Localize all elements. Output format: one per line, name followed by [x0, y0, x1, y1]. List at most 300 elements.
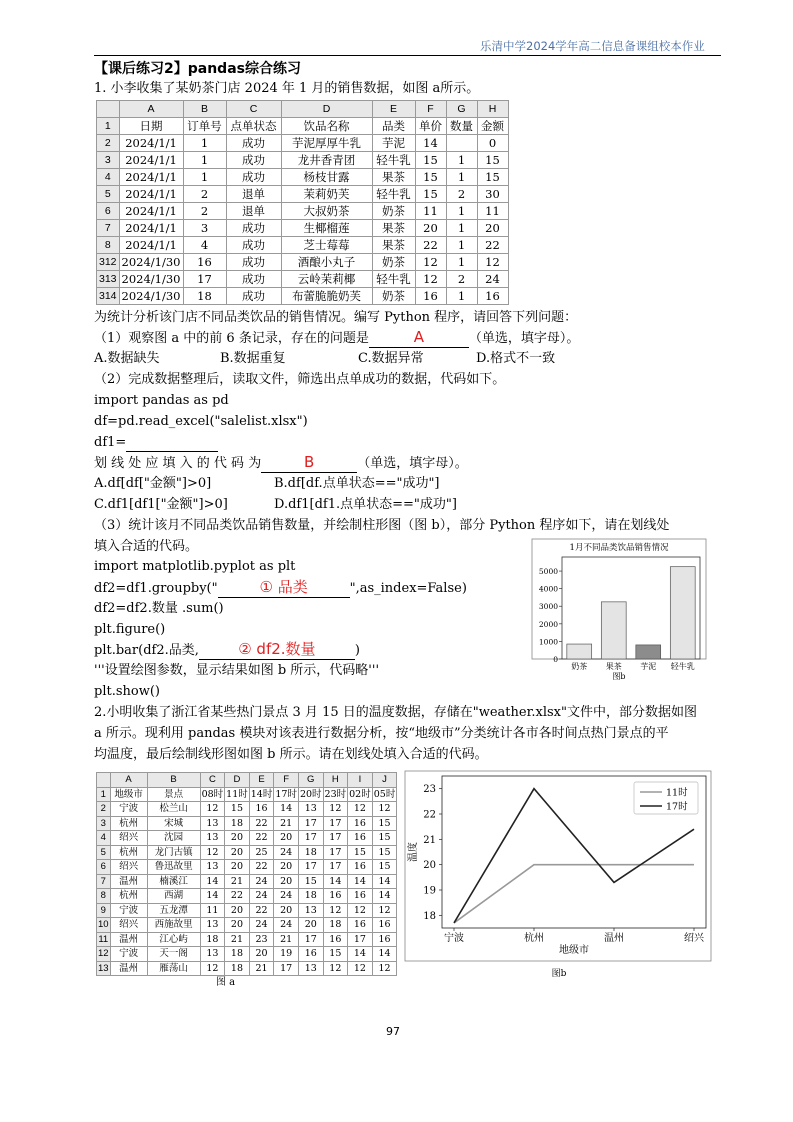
- table-cell: 2024/1/1: [119, 152, 183, 169]
- table-cell: 18: [200, 932, 225, 947]
- code2-blank1-text: ① 品类: [259, 578, 308, 596]
- table-cell: 18: [225, 816, 250, 831]
- table-cell: 20: [274, 903, 299, 918]
- table-cell: 1: [183, 152, 226, 169]
- table-cell: 15: [372, 845, 397, 860]
- q1-part1-suffix: （单选，填字母）。: [468, 331, 580, 346]
- row-number: 314: [97, 288, 120, 305]
- table-cell: 芋泥厚厚牛乳: [281, 135, 372, 152]
- column-letter: I: [348, 773, 373, 788]
- table-cell: 2024/1/1: [119, 169, 183, 186]
- table-cell: 15: [415, 152, 446, 169]
- table-cell: 布蕾脆脆奶芙: [281, 288, 372, 305]
- table-corner: [97, 101, 120, 118]
- table-cell: 20: [225, 845, 250, 860]
- x-tick-label: 绍兴: [684, 933, 704, 944]
- q1-opt-a: A.数据缺失: [94, 351, 160, 366]
- y-tick-label: 2000: [538, 619, 558, 629]
- y-tick-label: 4000: [538, 584, 558, 594]
- table-cell: 1: [446, 254, 477, 271]
- table-cell: 16: [323, 889, 348, 904]
- table-row: [97, 889, 397, 904]
- table-cell: 退单: [226, 203, 281, 220]
- table-cell: 2: [183, 203, 226, 220]
- q1-opt-b: B.数据重复: [220, 351, 286, 366]
- row-number: 5: [97, 186, 120, 203]
- x-tick-label: 芋泥: [640, 662, 657, 671]
- q1-sales-table: [96, 100, 509, 305]
- q1-p2-opt-c: C.df1[df1["金额"]>0]: [94, 497, 228, 512]
- table-cell: 20: [225, 903, 250, 918]
- table-cell: 16: [183, 254, 226, 271]
- column-letter: H: [477, 101, 508, 118]
- table-cell: 02时: [349, 788, 371, 800]
- table-cell: 2024/1/30: [119, 254, 183, 271]
- table-cell: 22: [225, 889, 250, 904]
- table-row: [97, 845, 397, 860]
- table-cell: 绍兴: [110, 918, 147, 933]
- q1-part3-text2: 填入合适的代码。: [94, 539, 199, 554]
- table-cell: 17: [348, 932, 373, 947]
- table-cell: 2024/1/1: [119, 237, 183, 254]
- row-number: 5: [97, 845, 111, 860]
- table-row: [97, 118, 509, 135]
- legend-label: 17时: [666, 801, 688, 813]
- table-cell: 14: [415, 135, 446, 152]
- table-cell: 16: [372, 932, 397, 947]
- table-cell: 12: [348, 903, 373, 918]
- table-cell: 30: [477, 186, 508, 203]
- table-cell: 15: [372, 831, 397, 846]
- table-cell: 14: [200, 874, 225, 889]
- table-cell: 11: [415, 203, 446, 220]
- table-row: [97, 860, 397, 875]
- table-cell: 龙井香青团: [281, 152, 372, 169]
- table-cell: 14时: [250, 788, 273, 800]
- table-cell: 1: [446, 220, 477, 237]
- y-tick-label: 3000: [538, 602, 558, 612]
- table-cell: 20: [274, 860, 299, 875]
- y-tick-label: 0: [553, 655, 558, 664]
- q2-text1: 2.小明收集了浙江省某些热门景点 3 月 15 日的温度数据，存储在"weather.xlsx"文件中，部分数据如图: [94, 705, 697, 720]
- table-cell: 2: [446, 271, 477, 288]
- table-row: [97, 169, 509, 186]
- table-cell: 17: [323, 831, 348, 846]
- table-row: [97, 203, 509, 220]
- row-number: 12: [98, 948, 109, 960]
- bar-chart-caption: 图b: [612, 672, 626, 681]
- table-cell: 2024/1/30: [119, 271, 183, 288]
- table-row: [97, 220, 509, 237]
- table-row: [97, 932, 397, 947]
- table-cell: 16: [348, 889, 373, 904]
- table-cell: 16: [348, 831, 373, 846]
- table-cell: 15: [323, 947, 348, 962]
- code1-line1: import pandas as pd: [94, 393, 229, 408]
- table-cell: 生椰榴莲: [281, 220, 372, 237]
- table-cell: 龙门古镇: [147, 845, 200, 860]
- code2-line2a: df2=df1.groupby(": [94, 581, 218, 596]
- table-row: [97, 787, 397, 802]
- y-tick-label: 21: [423, 834, 436, 846]
- code1-blank: [126, 435, 218, 452]
- table-row: [97, 152, 509, 169]
- table-cell: 云岭茉莉椰: [281, 271, 372, 288]
- q1-part2-prefix: 划 线 处 应 填 入 的 代 码 为: [94, 456, 262, 471]
- table-cell: 14: [323, 874, 348, 889]
- code2-blank2-text: ② df2.数量: [238, 640, 316, 658]
- table-cell: 1: [446, 237, 477, 254]
- table-cell: 单价: [415, 118, 446, 135]
- table-cell: 2024/1/1: [119, 186, 183, 203]
- table-cell: 2024/1/1: [119, 135, 183, 152]
- table-cell: 饮品名称: [281, 118, 372, 135]
- column-letter: A: [110, 773, 147, 788]
- row-number: 1: [97, 787, 111, 802]
- table-cell: 16: [415, 288, 446, 305]
- table-cell: 17: [298, 932, 323, 947]
- column-letter: D: [225, 773, 250, 788]
- table-cell: 退单: [226, 186, 281, 203]
- table-cell: 21: [225, 932, 250, 947]
- table-cell: 成功: [226, 288, 281, 305]
- table-cell: 20: [477, 220, 508, 237]
- table-cell: 14: [348, 874, 373, 889]
- table-cell: 23时: [324, 788, 347, 800]
- q1-part1: [94, 329, 579, 348]
- table-cell: 1: [183, 169, 226, 186]
- table-cell: 1: [446, 288, 477, 305]
- table-cell: 17: [274, 961, 299, 976]
- table-cell: 16: [348, 816, 373, 831]
- table-row: [97, 918, 397, 933]
- bar: [567, 644, 592, 659]
- code2-line6: '''设置绘图参数，显示结果如图 b 所示，代码略''': [94, 663, 380, 678]
- table-cell: 成功: [226, 237, 281, 254]
- table-cell: 15: [415, 186, 446, 203]
- column-letter: F: [415, 101, 446, 118]
- bar: [670, 567, 695, 659]
- table-cell: 15: [225, 802, 250, 817]
- row-number: 6: [97, 203, 120, 220]
- table-cell: 奶茶: [372, 254, 415, 271]
- table-cell: 12: [323, 961, 348, 976]
- table-cell: 2024/1/30: [119, 288, 183, 305]
- table-cell: 1: [446, 169, 477, 186]
- q1-p2-opt-a: A.df[df["金额"]>0]: [94, 476, 212, 491]
- table-cell: 点单状态: [226, 118, 281, 135]
- table-cell: 日期: [119, 118, 183, 135]
- table-cell: 22: [477, 237, 508, 254]
- table-cell: 21: [249, 961, 274, 976]
- table-cell: 松兰山: [147, 802, 200, 817]
- table-cell: 14: [274, 802, 299, 817]
- column-letter: A: [119, 101, 183, 118]
- row-number: 2: [97, 135, 120, 152]
- q1-opt-d: D.格式不一致: [476, 351, 556, 366]
- table-cell: 绍兴: [110, 860, 147, 875]
- table-cell: 西湖: [147, 889, 200, 904]
- code1-line3-text: df1=: [94, 435, 127, 450]
- table-cell: 13: [298, 961, 323, 976]
- table-row: [97, 288, 509, 305]
- table-cell: 16: [477, 288, 508, 305]
- table-cell: 18: [323, 918, 348, 933]
- table-cell: 杨枝甘露: [281, 169, 372, 186]
- table-cell: 成功: [226, 271, 281, 288]
- table-cell: 14: [372, 874, 397, 889]
- legend-label: 11时: [666, 787, 688, 799]
- table-cell: [446, 135, 477, 152]
- table-cell: 12: [372, 802, 397, 817]
- table-cell: 14: [200, 889, 225, 904]
- table-cell: 20: [225, 918, 250, 933]
- table-cell: 茉莉奶芙: [281, 186, 372, 203]
- table-cell: 12: [372, 961, 397, 976]
- table-cell: 15: [298, 874, 323, 889]
- table-cell: 芝士莓莓: [281, 237, 372, 254]
- table-cell: 2: [183, 186, 226, 203]
- header-rule: [94, 55, 721, 56]
- table-cell: 22: [249, 860, 274, 875]
- table-cell: 13: [298, 903, 323, 918]
- table-cell: 15: [372, 860, 397, 875]
- table-cell: 五龙潭: [147, 903, 200, 918]
- table-cell: 18: [183, 288, 226, 305]
- table-cell: 24: [249, 889, 274, 904]
- table-cell: 13: [200, 831, 225, 846]
- code2-blank2: [199, 641, 355, 660]
- table-cell: 24: [249, 918, 274, 933]
- x-tick-label: 宁波: [444, 933, 464, 944]
- q1-p2-opt-b: B.df[df.点单状态=="成功"]: [274, 476, 440, 491]
- column-letter: H: [323, 773, 348, 788]
- table-cell: 16: [249, 802, 274, 817]
- table-cell: 地级市: [110, 787, 147, 802]
- table-cell: 奶茶: [372, 203, 415, 220]
- table-cell: 13: [200, 816, 225, 831]
- table-cell: 20: [274, 831, 299, 846]
- row-number: 8: [97, 889, 111, 904]
- table-cell: 温州: [110, 961, 147, 976]
- table-cell: 17: [323, 816, 348, 831]
- column-letter: F: [274, 773, 299, 788]
- table-cell: 景点: [147, 787, 200, 802]
- table-cell: 鲁迅故里: [147, 860, 200, 875]
- table-cell: 杭州: [110, 845, 147, 860]
- table-cell: 19: [274, 947, 299, 962]
- table-cell: 芋泥: [372, 135, 415, 152]
- table-cell: 酒酿小丸子: [281, 254, 372, 271]
- table-cell: 17: [323, 845, 348, 860]
- table-cell: 05时: [373, 788, 396, 800]
- table-cell: 12: [348, 961, 373, 976]
- code2-line2: [94, 579, 467, 598]
- table-row: [97, 816, 397, 831]
- table-cell: 成功: [226, 152, 281, 169]
- table-cell: 15: [372, 816, 397, 831]
- table-cell: 订单号: [183, 118, 226, 135]
- code2-line2b: ",as_index=False): [349, 581, 467, 596]
- table-cell: 3: [183, 220, 226, 237]
- table-cell: 12: [415, 254, 446, 271]
- q2-text2: a 所示。现利用 pandas 模块对该表进行数据分析，按“地级市”分类统计各市各时间点热门景点的平: [94, 726, 669, 741]
- table-cell: 20: [415, 220, 446, 237]
- x-tick-label: 果茶: [605, 662, 622, 671]
- table-cell: 数量: [446, 118, 477, 135]
- table-row: [97, 947, 397, 962]
- table-cell: 24: [249, 874, 274, 889]
- q1-part2: （2）完成数据整理后，读取文件，筛选出点单成功的数据，代码如下。: [94, 372, 506, 387]
- table-cell: 21: [225, 874, 250, 889]
- code2-line5b: ): [354, 643, 360, 658]
- table-cell: 20: [249, 947, 274, 962]
- row-number: 6: [97, 860, 111, 875]
- code2-blank1: [218, 579, 350, 598]
- x-tick-label: 奶茶: [571, 662, 588, 671]
- row-number: 11: [98, 933, 109, 945]
- table-cell: 果茶: [372, 237, 415, 254]
- table-cell: 雁荡山: [147, 961, 200, 976]
- y-tick-label: 20: [423, 860, 436, 872]
- table-cell: 大叔奶茶: [281, 203, 372, 220]
- table-cell: 18: [298, 889, 323, 904]
- q1-part1-answer: [369, 329, 469, 348]
- table-cell: 20时: [299, 788, 322, 800]
- column-letter: E: [372, 101, 415, 118]
- bar: [601, 602, 626, 659]
- line-chart: [404, 770, 714, 980]
- table-cell: 12: [200, 802, 225, 817]
- table-cell: 宁波: [110, 947, 147, 962]
- page-number: 97: [386, 1025, 400, 1038]
- table-cell: 宁波: [110, 903, 147, 918]
- row-number: 1: [97, 118, 120, 135]
- code1-line2: df=pd.read_excel("salelist.xlsx"): [94, 414, 308, 429]
- table-cell: 20: [225, 860, 250, 875]
- column-letter: J: [372, 773, 397, 788]
- column-letter: G: [298, 773, 323, 788]
- row-number: 3: [97, 816, 111, 831]
- table-cell: 杭州: [110, 816, 147, 831]
- table-cell: 12: [348, 802, 373, 817]
- table-cell: 2: [446, 186, 477, 203]
- line-chart-caption: 图b: [551, 969, 567, 979]
- table-cell: 24: [274, 918, 299, 933]
- table-cell: 17: [298, 816, 323, 831]
- table-row: [97, 831, 397, 846]
- table-cell: 成功: [226, 135, 281, 152]
- row-number: 312: [97, 254, 120, 271]
- row-number: 13: [98, 962, 109, 974]
- table-cell: 楠溪江: [147, 874, 200, 889]
- table-cell: 20: [274, 874, 299, 889]
- table-cell: 轻牛乳: [372, 271, 415, 288]
- table-cell: 果茶: [372, 169, 415, 186]
- table-cell: 宋城: [147, 816, 200, 831]
- row-number: 2: [97, 802, 111, 817]
- table-row: [97, 961, 397, 976]
- column-letter: B: [147, 773, 200, 788]
- table-cell: 温州: [110, 932, 147, 947]
- table-cell: 西施故里: [147, 918, 200, 933]
- q1-part1-prefix: （1）观察图 a 中的前 6 条记录，存在的问题是: [94, 331, 369, 346]
- table-cell: 08时: [201, 788, 224, 800]
- row-number: 313: [97, 271, 120, 288]
- table-cell: 13: [200, 918, 225, 933]
- table-cell: 12: [372, 903, 397, 918]
- table-cell: 2024/1/1: [119, 220, 183, 237]
- q1-part3-text1: （3）统计该月不同品类饮品销售数量，并绘制柱形图（图 b），部分 Python 程序如下，请在划线处: [94, 518, 670, 533]
- section-title: 【课后练习2】pandas综合练习: [94, 61, 301, 77]
- q1-part2-suffix: （单选，填字母）。: [357, 456, 468, 471]
- table-cell: 11时: [226, 788, 248, 800]
- q1-part2-answer-text: B: [304, 453, 315, 471]
- column-letter: C: [226, 101, 281, 118]
- row-number: 3: [97, 152, 120, 169]
- table-cell: 天一阁: [147, 947, 200, 962]
- table-cell: 24: [477, 271, 508, 288]
- table-row: [97, 271, 509, 288]
- table-cell: 22: [415, 237, 446, 254]
- table-cell: 12: [323, 903, 348, 918]
- table-row: [97, 254, 509, 271]
- table-cell: 温州: [110, 874, 147, 889]
- q1-part2-fill: [94, 454, 468, 473]
- table-cell: 12: [477, 254, 508, 271]
- table-cell: 江心屿: [147, 932, 200, 947]
- y-tick-label: 23: [423, 784, 436, 796]
- table-cell: 17时: [275, 788, 297, 800]
- table-cell: 13: [200, 860, 225, 875]
- table-cell: 12: [200, 845, 225, 860]
- table-cell: 11: [200, 903, 225, 918]
- table-cell: 12: [415, 271, 446, 288]
- table-row: [97, 135, 509, 152]
- table-row: [97, 874, 397, 889]
- table-cell: 20: [298, 918, 323, 933]
- row-number: 10: [98, 919, 109, 931]
- table-cell: 2024/1/1: [119, 203, 183, 220]
- table-row: [97, 186, 509, 203]
- table-row: [97, 802, 397, 817]
- table-cell: 沈园: [147, 831, 200, 846]
- column-letter: D: [281, 101, 372, 118]
- table-cell: 14: [348, 947, 373, 962]
- table-cell: 14: [372, 889, 397, 904]
- table-cell: 23: [249, 932, 274, 947]
- table-cell: 20: [225, 831, 250, 846]
- table-cell: 22: [249, 831, 274, 846]
- table-cell: 21: [274, 816, 299, 831]
- row-number: 4: [97, 169, 120, 186]
- row-number: 7: [97, 874, 111, 889]
- row-number: 7: [97, 220, 120, 237]
- page-header: 乐清中学2024学年高二信息备课组校本作业: [480, 39, 705, 53]
- table-cell: 杭州: [110, 889, 147, 904]
- code2-line1: import matplotlib.pyplot as plt: [94, 559, 296, 574]
- x-axis-label: 地级市: [559, 945, 589, 956]
- table-cell: 12: [200, 961, 225, 976]
- table-cell: 18: [225, 947, 250, 962]
- bar-chart: [530, 537, 710, 682]
- table-cell: 成功: [226, 220, 281, 237]
- table-cell: 21: [274, 932, 299, 947]
- table-cell: 宁波: [110, 802, 147, 817]
- table-cell: 1: [183, 135, 226, 152]
- q2-text3: 均温度，最后绘制线形图如图 b 所示。请在划线处填入合适的代码。: [94, 747, 488, 762]
- q1-lead: 为统计分析该门店不同品类饮品的销售情况。编写 Python 程序，请回答下列问题：: [94, 310, 578, 325]
